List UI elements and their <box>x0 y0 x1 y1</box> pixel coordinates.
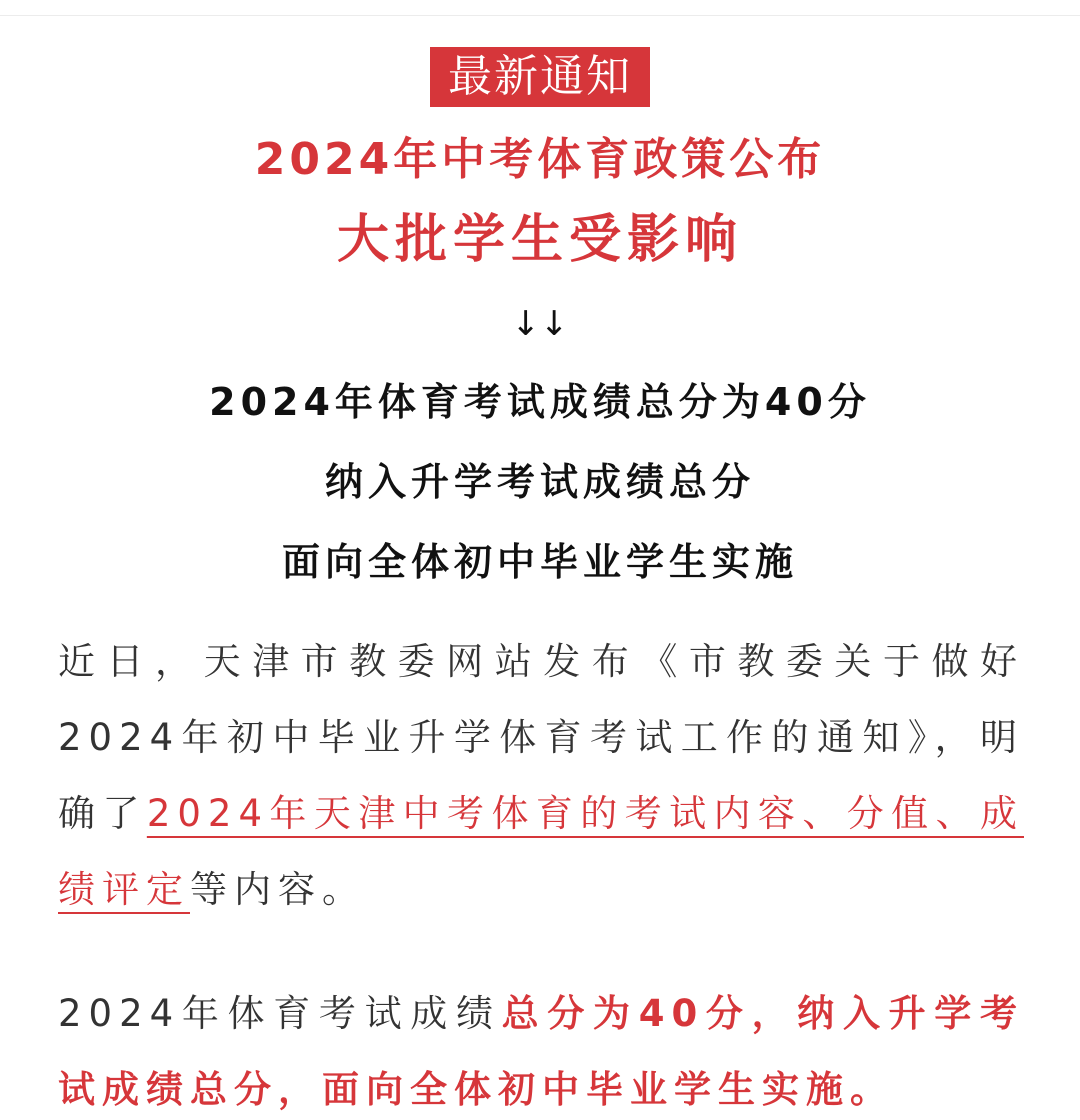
top-divider <box>0 15 1080 16</box>
article-paragraph-2 <box>58 976 1024 1120</box>
exam-details-link[interactable]: 2024年天津中考体育的考试内容、分值、成绩评定 <box>58 792 1024 911</box>
headline-title: 2024年中考体育政策公布 <box>254 134 826 185</box>
headline-subtitle: 大批学生受影响 <box>336 210 743 270</box>
subheadline-inclusion: 纳入升学考试成绩总分 <box>324 460 755 504</box>
paragraph-text: 近日，天津市教委网站发布《市教委关于做好2024年初中毕业升学体育考试工作的通知》，明确了 <box>58 640 1024 835</box>
paragraph-2-text: 2024年体育考试成绩 <box>58 992 502 1035</box>
latest-notice-badge: 最新通知 <box>430 47 650 107</box>
badge-container <box>0 47 1080 107</box>
subheadline-scope: 面向全体初中毕业学生实施 <box>281 540 798 584</box>
highlighted-text: 总分为40分，纳入升学考试成绩总分，面向全体初中毕业学生实施。 <box>58 992 1024 1111</box>
subheadline-score: 2024年体育考试成绩总分为40分 <box>209 380 871 424</box>
article-paragraph <box>58 624 1024 928</box>
down-arrows-icon: ↓↓ <box>511 304 569 344</box>
paragraph-text-end: 等内容。 <box>190 868 366 911</box>
